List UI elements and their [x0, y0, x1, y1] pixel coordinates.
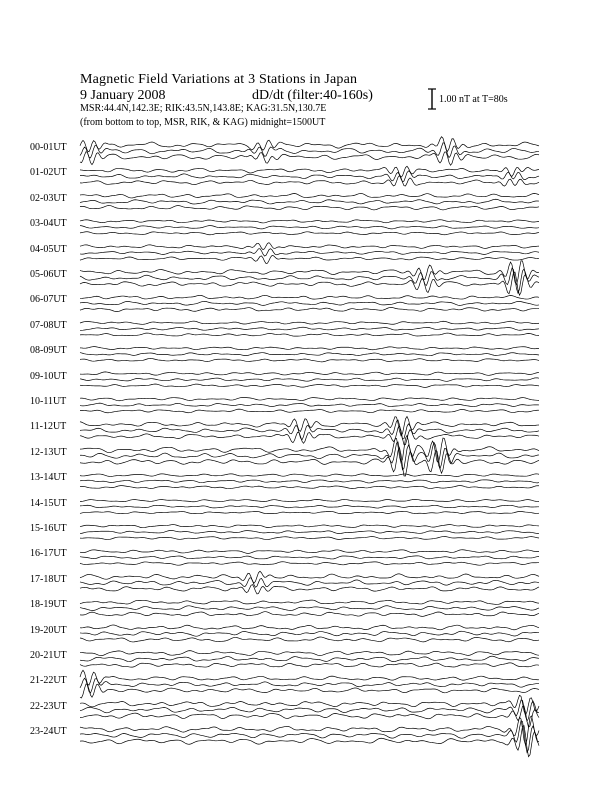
trace-RIK-row-2 — [80, 199, 539, 204]
hour-label: 10-11UT — [30, 396, 67, 407]
chart-title: Magnetic Field Variations at 3 Stations in Japan — [80, 72, 358, 87]
trace-RIK-row-19 — [80, 631, 539, 636]
trace-RIK-row-11 — [80, 420, 539, 440]
trace-MSR-row-2 — [80, 206, 539, 210]
hour-label: 15-16UT — [30, 523, 67, 534]
trace-KAG-row-20 — [80, 651, 539, 656]
trace-RIK-row-23 — [80, 721, 539, 753]
trace-MSR-row-8 — [80, 358, 539, 361]
hour-label: 23-24UT — [30, 726, 67, 738]
trace-MSR-row-13 — [80, 486, 539, 489]
trace-MSR-row-7 — [80, 333, 539, 336]
trace-KAG-row-17 — [80, 571, 539, 583]
trace-KAG-row-13 — [80, 474, 539, 477]
trace-MSR-row-19 — [80, 637, 539, 642]
stations-label: MSR:44.4N,142.3E; RIK:43.5N,143.8E; KAG:31.5N,130.7E — [80, 103, 327, 114]
trace-MSR-row-9 — [80, 384, 539, 387]
hour-label: 13-14UT — [30, 472, 67, 484]
trace-MSR-row-15 — [80, 537, 539, 540]
trace-RIK-row-21 — [80, 678, 539, 693]
trace-KAG-row-3 — [80, 220, 539, 223]
trace-KAG-row-2 — [80, 193, 539, 197]
trace-RIK-row-3 — [80, 226, 539, 229]
trace-KAG-row-15 — [80, 525, 539, 528]
hour-label: 06-07UT — [30, 294, 67, 306]
hour-label: 02-03UT — [30, 192, 67, 204]
trace-MSR-row-11 — [80, 426, 539, 445]
trace-RIK-row-13 — [80, 480, 539, 483]
station-order-note: (from bottom to top, MSR, RIK, & KAG) midnight=1500UT — [80, 117, 326, 128]
trace-MSR-row-14 — [80, 511, 539, 513]
trace-RIK-row-1 — [80, 171, 539, 182]
trace-KAG-row-8 — [80, 347, 539, 350]
trace-MSR-row-18 — [80, 612, 539, 617]
trace-MSR-row-12 — [80, 448, 539, 476]
hour-label: 12-13UT — [30, 446, 67, 458]
trace-RIK-row-4 — [80, 249, 539, 256]
hour-label: 08-09UT — [30, 345, 67, 357]
trace-RIK-row-16 — [80, 556, 539, 559]
trace-RIK-row-17 — [80, 578, 539, 588]
trace-MSR-row-10 — [80, 409, 539, 413]
filter-label: dD/dt (filter:40-160s) — [252, 88, 373, 103]
trace-MSR-row-3 — [80, 232, 539, 235]
trace-RIK-row-6 — [80, 301, 539, 305]
trace-RIK-row-20 — [80, 656, 539, 661]
trace-MSR-row-4 — [80, 256, 539, 264]
hour-label: 04-05UT — [30, 243, 67, 255]
trace-KAG-row-18 — [80, 600, 539, 604]
trace-MSR-row-0 — [80, 152, 539, 166]
trace-KAG-row-9 — [80, 372, 539, 375]
hour-label: 16-17UT — [30, 548, 67, 560]
trace-RIK-row-7 — [80, 327, 539, 330]
trace-KAG-row-16 — [80, 550, 539, 554]
trace-MSR-row-16 — [80, 562, 539, 566]
hour-label: 03-04UT — [30, 218, 67, 230]
hour-label: 09-10UT — [30, 370, 67, 382]
trace-MSR-row-1 — [80, 176, 539, 187]
hour-label: 11-12UT — [30, 421, 67, 433]
trace-RIK-row-12 — [80, 442, 539, 470]
trace-KAG-row-12 — [80, 436, 539, 463]
trace-RIK-row-15 — [80, 530, 539, 533]
hour-label: 07-08UT — [30, 319, 67, 331]
trace-RIK-row-8 — [80, 353, 539, 356]
trace-KAG-row-7 — [80, 321, 539, 324]
trace-RIK-row-10 — [80, 403, 539, 406]
scale-label: 1.00 nT at T=80s — [439, 94, 508, 105]
hour-label: 01-02UT — [30, 167, 67, 179]
hour-label: 20-21UT — [30, 650, 67, 661]
trace-RIK-row-9 — [80, 378, 539, 382]
trace-RIK-row-0 — [80, 143, 539, 158]
trace-KAG-row-6 — [80, 295, 539, 299]
trace-KAG-row-5 — [80, 261, 539, 285]
hour-label: 22-23UT — [30, 700, 67, 712]
trace-MSR-row-20 — [80, 663, 539, 667]
trace-KAG-row-14 — [80, 499, 539, 501]
date-label: 9 January 2008 — [80, 88, 166, 103]
trace-KAG-row-1 — [80, 166, 539, 177]
trace-KAG-row-19 — [80, 625, 539, 630]
trace-MSR-row-21 — [80, 684, 539, 698]
trace-KAG-row-22 — [80, 695, 539, 715]
trace-KAG-row-21 — [80, 670, 539, 685]
trace-RIK-row-14 — [80, 505, 539, 508]
hour-label: 18-19UT — [30, 599, 67, 611]
trace-RIK-row-18 — [80, 606, 539, 611]
trace-MSR-row-17 — [80, 585, 539, 594]
hour-label: 00-01UT — [30, 142, 67, 153]
hour-label: 14-15UT — [30, 497, 67, 509]
trace-KAG-row-4 — [80, 243, 539, 250]
trace-KAG-row-10 — [80, 397, 539, 400]
hour-label: 19-20UT — [30, 624, 67, 636]
hour-label: 05-06UT — [30, 269, 67, 280]
hour-label: 21-22UT — [30, 675, 67, 687]
trace-MSR-row-6 — [80, 307, 539, 311]
hour-label: 17-18UT — [30, 573, 67, 585]
trace-KAG-row-0 — [80, 137, 539, 152]
